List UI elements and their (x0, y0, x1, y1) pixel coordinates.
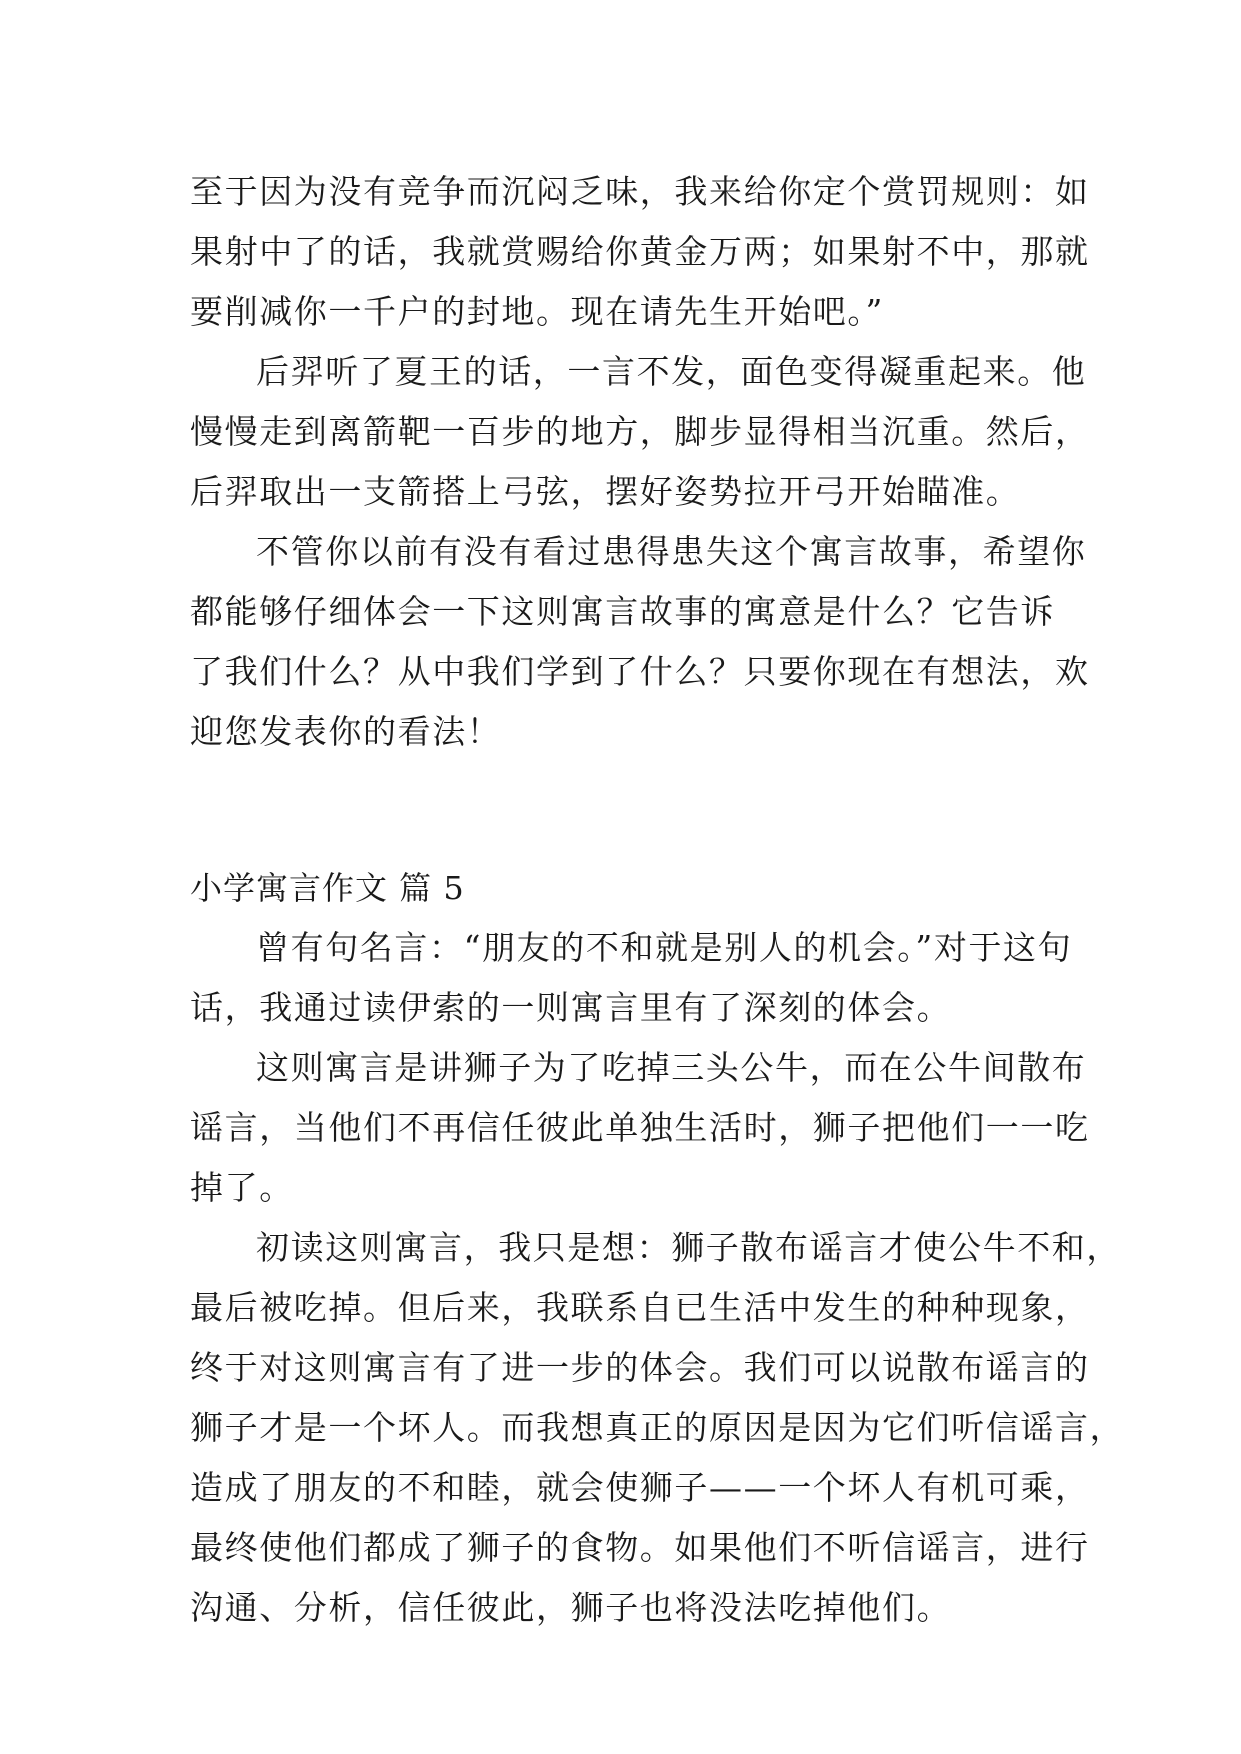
paragraph-line: 果射中了的话，我就赏赐给你黄金万两；如果射不中，那就 (190, 232, 1090, 271)
paragraph-line: 要削减你一千户的封地。现在请先生开始吧。” (190, 292, 884, 331)
section-heading: 小学寓言作文 篇 5 (190, 869, 465, 907)
paragraph-line: 后羿听了夏王的话，一言不发，面色变得凝重起来。他 (256, 352, 1087, 391)
paragraph-line: 话，我通过读伊索的一则寓言里有了深刻的体会。 (190, 988, 952, 1027)
section-2 (190, 858, 1125, 1638)
paragraph-line: 曾有句名言：“朋友的不和就是别人的机会。”对于这句 (256, 928, 1073, 967)
paragraph-line: 掉了。 (190, 1168, 294, 1207)
paragraph-line: 慢慢走到离箭靶一百步的地方，脚步显得相当沉重。然后， (190, 412, 1090, 451)
document-page (190, 162, 1125, 1638)
paragraph-line: 后羿取出一支箭搭上弓弦，摆好姿势拉开弓开始瞄准。 (190, 472, 1021, 511)
section-1 (190, 162, 1090, 762)
paragraph-line: 谣言，当他们不再信任彼此单独生活时，狮子把他们一一吃 (190, 1108, 1090, 1147)
paragraph-line: 造成了朋友的不和睦，就会使狮子——一个坏人有机可乘， (190, 1468, 1090, 1507)
paragraph-line: 迎您发表你的看法！ (190, 712, 502, 751)
paragraph-line: 终于对这则寓言有了进一步的体会。我们可以说散布谣言的 (190, 1348, 1090, 1387)
paragraph-line: 初读这则寓言，我只是想：狮子散布谣言才使公牛不和， (256, 1228, 1121, 1267)
paragraph-line: 这则寓言是讲狮子为了吃掉三头公牛，而在公牛间散布 (256, 1048, 1087, 1087)
paragraph-line: 最终使他们都成了狮子的食物。如果他们不听信谣言，进行 (190, 1528, 1090, 1567)
paragraph-line: 了我们什么？从中我们学到了什么？只要你现在有想法，欢 (190, 652, 1090, 691)
paragraph-line: 沟通、分析，信任彼此，狮子也将没法吃掉他们。 (190, 1588, 952, 1627)
section-gap (190, 762, 1050, 858)
paragraph-line: 至于因为没有竞争而沉闷乏味，我来给你定个赏罚规则：如 (190, 172, 1090, 211)
paragraph-line: 狮子才是一个坏人。而我想真正的原因是因为它们听信谣言， (190, 1408, 1125, 1447)
paragraph-line: 都能够仔细体会一下这则寓言故事的寓意是什么？它告诉 (190, 592, 1055, 631)
paragraph-line: 不管你以前有没有看过患得患失这个寓言故事，希望你 (256, 532, 1087, 571)
paragraph-line: 最后被吃掉。但后来，我联系自已生活中发生的种种现象， (190, 1288, 1090, 1327)
